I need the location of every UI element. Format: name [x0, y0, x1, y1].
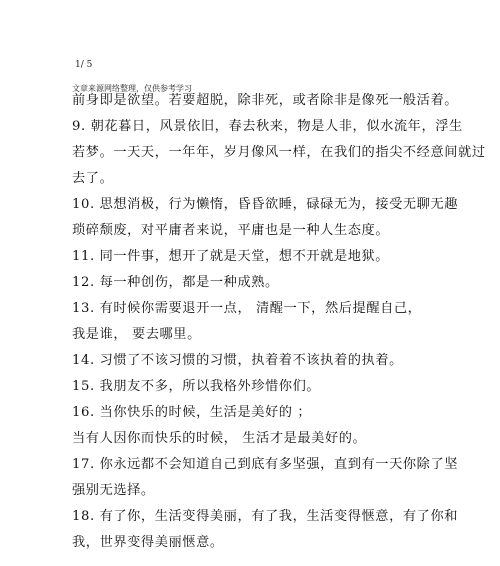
text-line: 去了。	[72, 171, 114, 186]
text-line: 10. 思想消极，行为懒惰，昏昏欲睡，碌碌无为，接受无聊无趣	[72, 197, 459, 212]
source-note: 文章来源网络整理，仅供参考学习	[72, 84, 192, 93]
text-line: 14. 习惯了不该习惯的习惯，执着着不该执着的执着。	[72, 353, 403, 368]
text-line: 15. 我朋友不多，所以我格外珍惜你们。	[72, 379, 321, 394]
text-line: 若梦。一天天，一年年，岁月像风一样，在我们的指尖不经意间就过	[72, 145, 486, 160]
text-line: 强别无选择。	[72, 483, 155, 498]
text-line: 我，世界变得美丽惬意。	[72, 535, 224, 550]
page-number: 1/ 5	[75, 60, 93, 70]
text-line: 13. 有时候你需要退开一点， 清醒一下，然后提醒自己，	[72, 301, 422, 316]
text-line: 琐碎颓废，对平庸者来说，平庸也是一种人生态度。	[72, 223, 390, 238]
text-line: 16. 当你快乐的时候，生活是美好的 ；	[72, 405, 312, 420]
text-line: 17. 你永远都不会知道自己到底有多坚强，直到有一天你除了坚	[72, 457, 459, 472]
text-line: 当有人因你而快乐的时候， 生活才是最美好的。	[72, 431, 367, 446]
text-line: 9. 朝花暮日，风景依旧，春去秋来，物是人非，似水流年，浮生	[72, 119, 463, 134]
text-line: 11. 同一件事，想开了就是天堂，想不开就是地狱。	[72, 249, 390, 264]
text-line: 前身即是欲望。若要超脱，除非死，或者除非是像死一般活着。	[72, 93, 459, 108]
text-line: 我是谁， 要去哪里。	[72, 327, 201, 342]
text-line: 12. 每一种创伤，都是一种成熟。	[72, 275, 279, 290]
text-line: 18. 有了你，生活变得美丽，有了我，生活变得惬意，有了你和	[72, 509, 459, 524]
